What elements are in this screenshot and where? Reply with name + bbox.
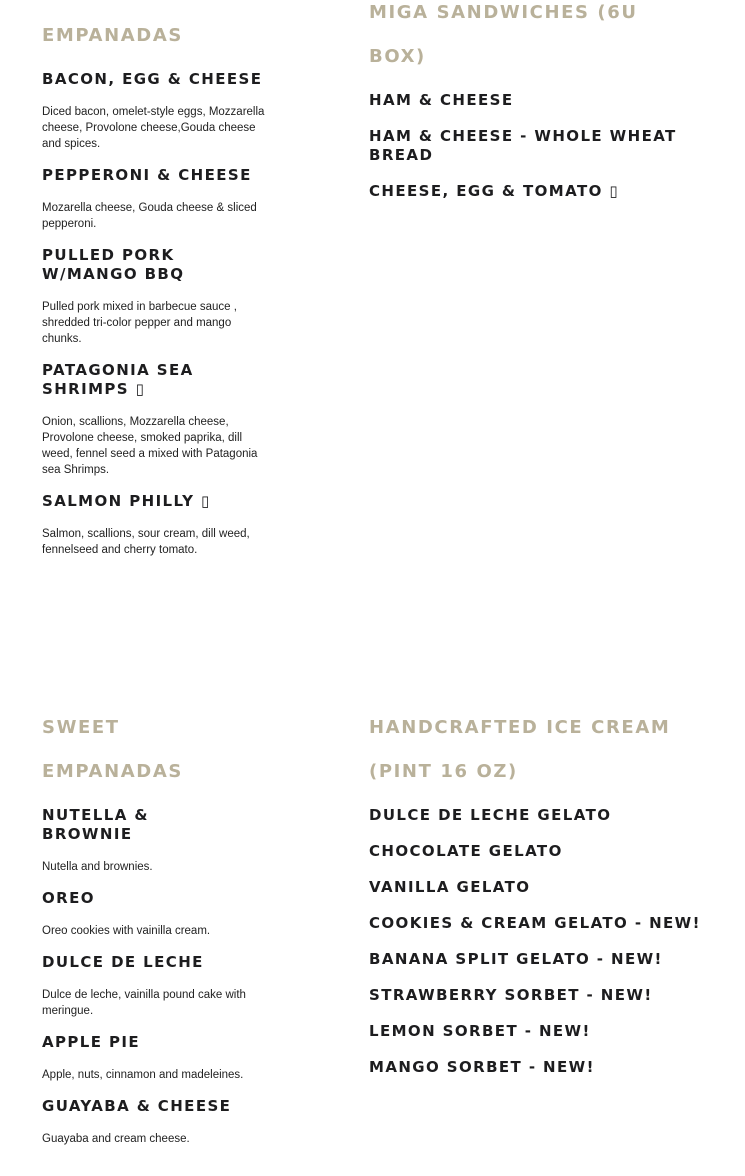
item-description: Apple, nuts, cinnamon and madeleines. xyxy=(42,1069,244,1081)
item-description: Mozarella cheese, Gouda cheese & sliced pepperoni. xyxy=(42,202,257,230)
item-description: Oreo cookies with vainilla cream. xyxy=(42,925,211,937)
item-name: PULLED PORK W/MANGO BBQ xyxy=(42,246,185,283)
menu-item[interactable] xyxy=(42,492,270,558)
item-name: PEPPERONI & CHEESE xyxy=(42,166,252,184)
menu-item[interactable] xyxy=(369,914,729,933)
item-name: VANILLA GELATO xyxy=(369,878,531,896)
item-name: DULCE DE LECHE GELATO xyxy=(369,806,612,824)
menu-item[interactable] xyxy=(369,1058,729,1077)
item-name: PATAGONIA SEA SHRIMPS ▯ xyxy=(42,361,194,398)
savory-empanadas-section xyxy=(42,14,270,572)
item-name: DULCE DE LECHE xyxy=(42,953,204,971)
item-description: Pulled pork mixed in barbecue sauce , shredded tri-color pepper and mango chunks. xyxy=(42,301,237,345)
menu-item[interactable] xyxy=(369,806,729,825)
section-title: MIGA SANDWICHES (6U xyxy=(369,2,638,23)
section-title-line2: EMPANADAS xyxy=(42,761,183,782)
item-description: Onion, scallions, Mozzarella cheese, Provolone cheese, smoked paprika, dill weed, fennel seed a mixed with Patagonia sea Shrimps. xyxy=(42,416,258,476)
menu-item[interactable] xyxy=(42,1097,278,1147)
menu-item[interactable] xyxy=(369,950,729,969)
menu-item[interactable] xyxy=(42,953,278,1019)
menu-item[interactable] xyxy=(42,1033,278,1083)
menu-item[interactable] xyxy=(42,806,278,875)
item-description: Nutella and brownies. xyxy=(42,861,153,873)
item-name: CHEESE, EGG & TOMATO ▯ xyxy=(369,182,620,200)
menu-item[interactable] xyxy=(42,166,270,232)
item-name: SALMON PHILLY ▯ xyxy=(42,492,211,510)
item-description: Diced bacon, omelet-style eggs, Mozzarella cheese, Provolone cheese,Gouda cheese and spices. xyxy=(42,106,265,150)
ice-cream-section xyxy=(369,706,729,1094)
section-title-line2: (PINT 16 OZ) xyxy=(369,761,518,782)
item-name: APPLE PIE xyxy=(42,1033,141,1051)
menu-item[interactable] xyxy=(42,361,270,478)
item-description: Dulce de leche, vainilla pound cake with meringue. xyxy=(42,989,246,1017)
item-name: CHOCOLATE GELATO xyxy=(369,842,563,860)
section-title: HANDCRAFTED ICE CREAM xyxy=(369,717,671,738)
menu-item[interactable] xyxy=(42,889,278,939)
menu-item[interactable] xyxy=(369,842,729,861)
menu-item[interactable] xyxy=(42,246,270,347)
menu-item[interactable] xyxy=(369,878,729,897)
item-name: BACON, EGG & CHEESE xyxy=(42,70,263,88)
item-name: STRAWBERRY SORBET - NEW! xyxy=(369,986,653,1004)
menu-item[interactable] xyxy=(369,986,729,1005)
menu-item[interactable] xyxy=(369,1022,729,1041)
item-name: GUAYABA & CHEESE xyxy=(42,1097,232,1115)
menu-item[interactable] xyxy=(369,91,729,110)
item-name: COOKIES & CREAM GELATO - NEW! xyxy=(369,914,701,932)
menu-item[interactable] xyxy=(42,70,270,152)
item-name: HAM & CHEESE xyxy=(369,91,514,109)
menu-item[interactable] xyxy=(369,127,729,165)
section-title: EMPANADAS xyxy=(42,25,183,46)
item-name: NUTELLA & BROWNIE xyxy=(42,806,149,843)
item-name: OREO xyxy=(42,889,95,907)
item-name: HAM & CHEESE - WHOLE WHEAT BREAD xyxy=(369,127,677,164)
item-name: LEMON SORBET - NEW! xyxy=(369,1022,591,1040)
item-description: Salmon, scallions, sour cream, dill weed, fennelseed and cherry tomato. xyxy=(42,528,250,556)
menu-item[interactable] xyxy=(369,182,729,201)
sweet-empanadas-section xyxy=(42,706,278,1161)
item-name: MANGO SORBET - NEW! xyxy=(369,1058,595,1076)
item-name: BANANA SPLIT GELATO - NEW! xyxy=(369,950,663,968)
item-description: Guayaba and cream cheese. xyxy=(42,1133,190,1145)
miga-sandwiches-section xyxy=(369,0,729,218)
section-title-line2: BOX) xyxy=(369,46,426,67)
section-title: SWEET xyxy=(42,717,120,738)
